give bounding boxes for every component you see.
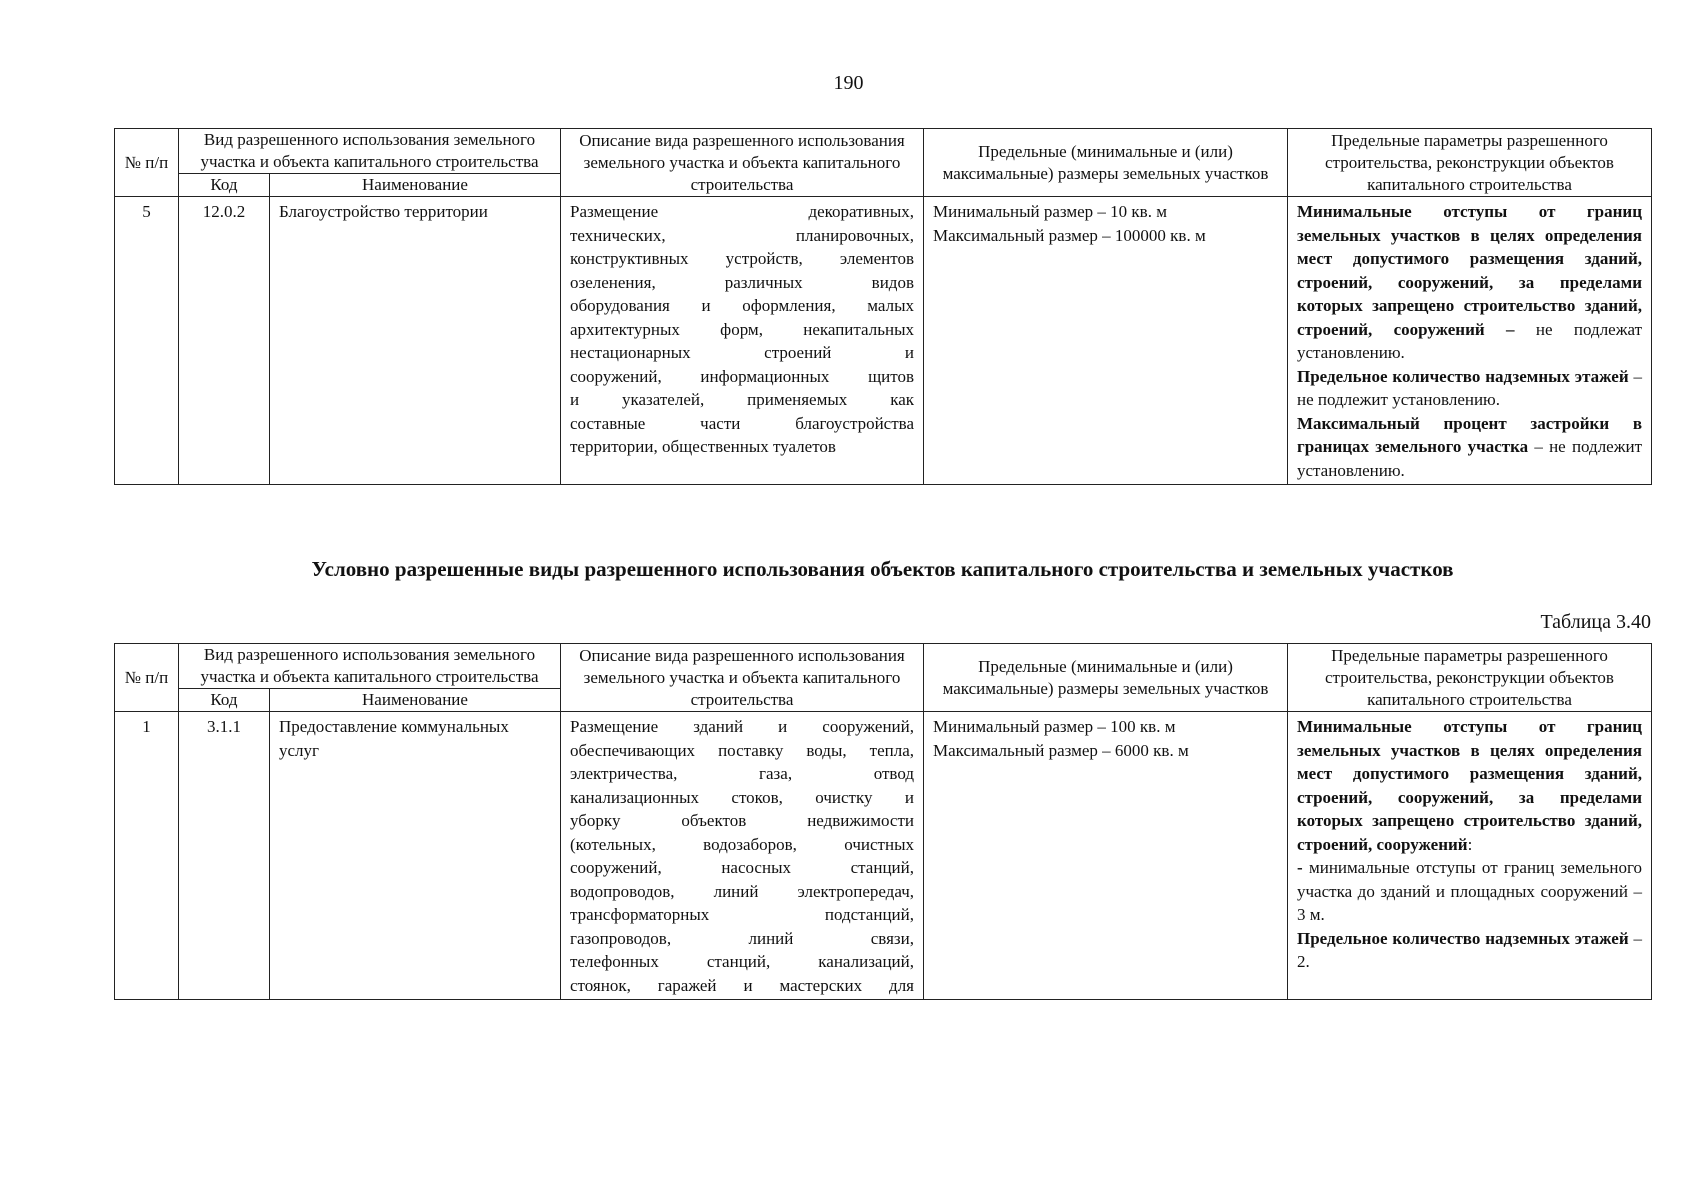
desc-line: канализационных стоков, очистку и [570,787,914,807]
header-sizes: Предельные (минимальные и (или) максимальные) размеры земельных участков [924,644,1288,712]
header-params: Предельные параметры разрешенного строительства, реконструкции объектов капитального строительства [1288,129,1652,197]
desc-line: водопроводов, линий электропередач, [570,881,914,901]
desc-line: (котельных, водозаборов, очистных [570,834,914,854]
row-name: Благоустройство территории [270,197,561,485]
param-setbacks-colon: : [1467,834,1473,854]
param-setbacks-value: не подлежат установлению. [1297,319,1642,362]
header-num: № п/п [115,644,179,712]
desc-line: Размещение декоративных, [570,202,914,221]
row-description [561,197,924,485]
desc-line: трансформаторных подстанций, [570,905,914,924]
size-min: Минимальный размер – 100 кв. м [933,717,1176,736]
desc-line: технических, планировочных, [570,225,914,245]
desc-line: сооружений, насосных станций, [570,858,914,877]
row-num: 5 [115,197,179,485]
header-vid-group: Вид разрешенного использования земельного участка и объекта капитального строительства [179,644,561,689]
header-naim: Наименование [270,174,561,197]
param-floors-value: – 2. [1297,928,1643,971]
param-setbacks-detail [1297,856,1642,927]
header-vid-group: Вид разрешенного использования земельного участка и объекта капитального строительства [179,129,561,174]
desc-line: уборку объектов недвижимости [570,811,914,830]
param-floors [1297,365,1642,412]
param-floors [1297,927,1642,974]
param-coverage [1297,412,1642,483]
desc-line: электричества, газа, отвод [570,764,914,783]
conditional-use-table [114,643,1652,1000]
row-code: 3.1.1 [179,712,270,1000]
row-params [1288,197,1652,485]
param-setbacks-detail-text: минимальные отступы от границ земельного участка до зданий и площадных сооружений – 3 м. [1297,858,1642,924]
param-coverage-value: – не подлежит установлению. [1297,437,1642,480]
size-min: Минимальный размер – 10 кв. м [933,202,1167,221]
desc-line: озеленения, различных видов [570,272,914,292]
table-row [115,712,1652,1000]
desc-line: обеспечивающих поставку воды, тепла, [570,740,914,760]
page-number: 190 [833,72,864,94]
size-max: Максимальный размер – 6000 кв. м [933,740,1189,760]
row-sizes [924,197,1288,485]
desc-line: конструктивных устройств, элементов [570,249,914,268]
desc-line: территории, общественных туалетов [570,437,836,456]
row-params [1288,712,1652,1000]
param-floors-value: – не подлежит установлению. [1297,366,1643,409]
param-setbacks-title: Минимальные отступы от границ земельных участков в целях определения мест допустимого размещения зданий, строений, сооружений, за пределами которых запрещено строительство зданий, строений, сооружений – [1297,202,1642,339]
header-naim: Наименование [270,689,561,712]
desc-line: оборудования и оформления, малых [570,296,914,315]
header-kod: Код [179,174,270,197]
row-sizes [924,712,1288,1000]
header-params: Предельные параметры разрешенного строительства, реконструкции объектов капитального строительства [1288,644,1652,712]
desc-line: Размещение зданий и сооружений, [570,717,914,736]
header-num: № п/п [115,129,179,197]
desc-line: составные части благоустройства [570,413,914,433]
header-kod: Код [179,689,270,712]
table-row [115,197,1652,485]
row-name: Предоставление коммунальных услуг [270,712,561,1000]
desc-line: и указателей, применяемых как [570,390,914,409]
desc-line: газопроводов, линий связи, [570,928,914,948]
param-floors-title: Предельное количество надземных этажей [1297,366,1629,386]
table-caption: Таблица 3.40 [1540,611,1651,633]
size-max: Максимальный размер – 100000 кв. м [933,225,1206,245]
row-code: 12.0.2 [179,197,270,485]
param-setbacks-title: Минимальные отступы от границ земельных участков в целях определения мест допустимого размещения зданий, строений, сооружений, за пределами которых запрещено строительство зданий, строений, сооружений [1297,717,1642,854]
desc-line: архитектурных форм, некапитальных [570,319,914,339]
header-sizes: Предельные (минимальные и (или) максимальные) размеры земельных участков [924,129,1288,197]
desc-line: сооружений, информационных щитов [570,366,914,386]
header-desc: Описание вида разрешенного использования земельного участка и объекта капитального строительства [561,644,924,712]
row-description [561,712,924,1000]
desc-line: нестационарных строений и [570,343,914,362]
param-setbacks [1297,200,1642,365]
param-setbacks [1297,715,1642,856]
desc-line: телефонных станций, канализаций, [570,952,914,971]
row-num: 1 [115,712,179,1000]
permitted-use-table [114,128,1652,485]
param-coverage-title: Максимальный процент застройки в границах земельного участка [1297,413,1642,456]
desc-line: стоянок, гаражей и мастерских для [570,975,914,995]
param-dash: - [1297,858,1303,877]
param-floors-title: Предельное количество надземных этажей [1297,928,1629,948]
header-desc: Описание вида разрешенного использования земельного участка и объекта капитального строительства [561,129,924,197]
section-heading: Условно разрешенные виды разрешенного использования объектов капитального строительства и земельных участков [311,557,1454,581]
